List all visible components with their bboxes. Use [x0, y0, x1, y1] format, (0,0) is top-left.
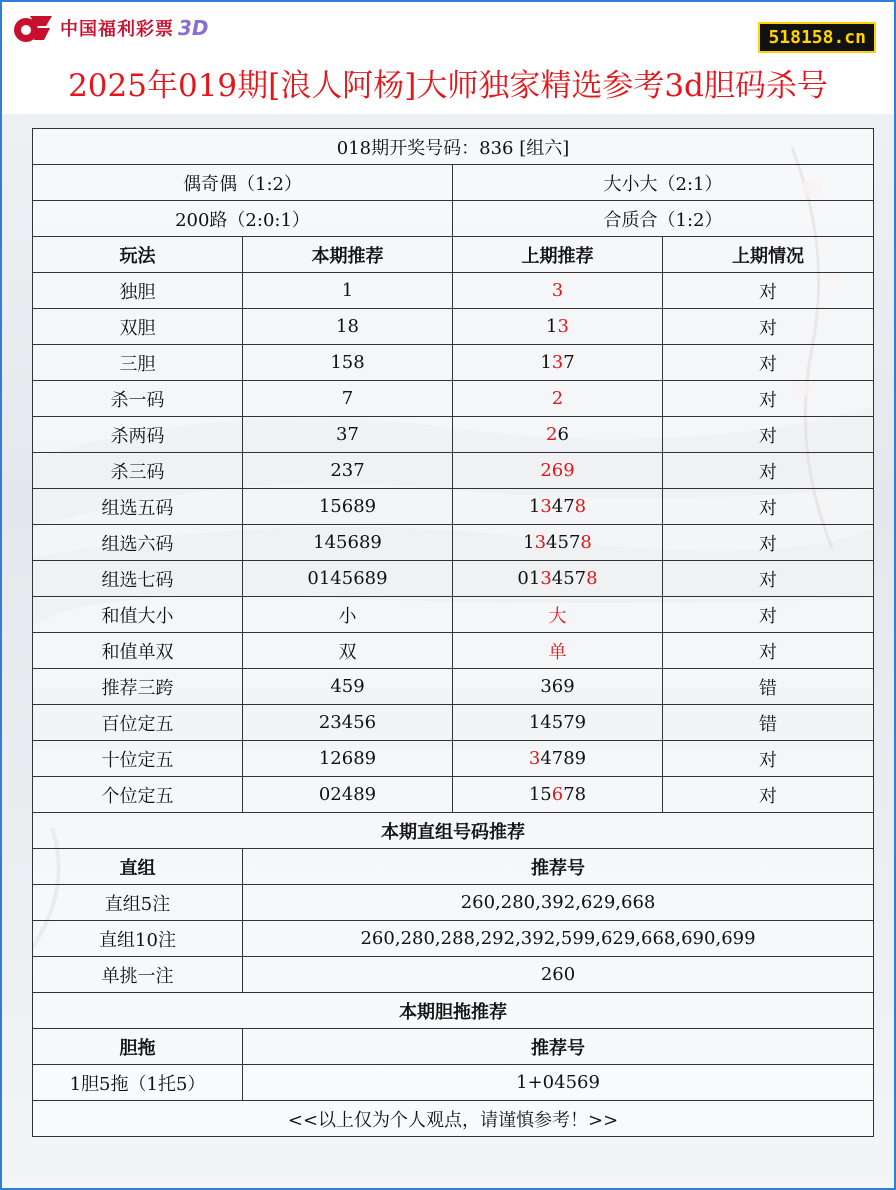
play-name: 杀一码 [33, 381, 243, 417]
column-header-previous: 上期推荐 [453, 237, 663, 273]
miss-digits: 1 [523, 532, 535, 553]
miss-digits: 14579 [528, 712, 587, 733]
welfare-lottery-logo-icon [12, 10, 56, 46]
direct-value: 260,280,288,292,392,599,629,668,690,699 [243, 921, 874, 957]
previous-result: 对 [663, 777, 874, 813]
current-pick: 双 [243, 633, 453, 669]
forecast-table [32, 128, 874, 1137]
previous-pick [453, 561, 663, 597]
previous-result: 对 [663, 561, 874, 597]
dantuo-label: 1胆5拖（1托5） [33, 1065, 243, 1101]
previous-result: 对 [663, 309, 874, 345]
hit-digits: 8 [574, 496, 587, 517]
table-row [33, 777, 874, 813]
table-header-row [33, 237, 874, 273]
table-row [33, 741, 874, 777]
play-name: 独胆 [33, 273, 243, 309]
direct-value: 260,280,392,629,668 [243, 885, 874, 921]
current-pick: 15689 [243, 489, 453, 525]
miss-digits: 15 [528, 784, 552, 805]
hit-digits: 3 [551, 280, 564, 301]
table-row [33, 705, 874, 741]
dantuo-section-title: 本期胆拖推荐 [33, 993, 874, 1029]
previous-pick [453, 381, 663, 417]
miss-digits: 1 [540, 352, 552, 373]
lottery-logo [12, 10, 209, 46]
play-rows [33, 273, 874, 813]
previous-result: 对 [663, 489, 874, 525]
play-name: 杀三码 [33, 453, 243, 489]
play-name: 杀两码 [33, 417, 243, 453]
hit-digits: 单 [548, 641, 567, 663]
previous-result: 对 [663, 633, 874, 669]
previous-result: 对 [663, 741, 874, 777]
last-draw-result: 018期开奖号码：836 [组六] [33, 129, 874, 165]
previous-pick [453, 741, 663, 777]
hit-digits: 3 [557, 316, 569, 337]
disclaimer-note: <<以上仅为个人观点，请谨慎参考！>> [33, 1101, 874, 1137]
column-header-play: 玩法 [33, 237, 243, 273]
previous-pick [453, 669, 663, 705]
table-row [33, 921, 874, 957]
play-name: 和值单双 [33, 633, 243, 669]
logo-3d: 3D [178, 16, 209, 40]
previous-pick [453, 453, 663, 489]
previous-pick [453, 705, 663, 741]
miss-digits: 47 [551, 496, 575, 517]
previous-pick [453, 489, 663, 525]
miss-digits: 01 [517, 568, 541, 589]
table-row [33, 273, 874, 309]
miss-digits: 7 [563, 352, 575, 373]
table-row [33, 1065, 874, 1101]
hit-digits: 3 [540, 568, 552, 589]
previous-result: 对 [663, 381, 874, 417]
hit-digits: 3 [540, 496, 552, 517]
prime-composite-pattern: 合质合（1:2） [453, 201, 874, 237]
play-name: 组选六码 [33, 525, 243, 561]
dantuo-value: 1+04569 [243, 1065, 874, 1101]
current-pick: 0145689 [243, 561, 453, 597]
direct-label: 直组10注 [33, 921, 243, 957]
current-pick: 02489 [243, 777, 453, 813]
hit-digits: 8 [586, 568, 598, 589]
previous-pick [453, 633, 663, 669]
miss-digits: 457 [546, 532, 581, 553]
current-pick: 37 [243, 417, 453, 453]
dantuo-col-value: 推荐号 [243, 1029, 874, 1065]
miss-digits: 457 [551, 568, 587, 589]
play-name: 推荐三跨 [33, 669, 243, 705]
play-name: 组选五码 [33, 489, 243, 525]
direct-col-label: 直组 [33, 849, 243, 885]
column-header-result: 上期情况 [663, 237, 874, 273]
table-row [33, 597, 874, 633]
page-title: 2025年019期[浪人阿杨]大师独家精选参考3d胆码杀号 [68, 68, 828, 104]
table-row [33, 885, 874, 921]
play-name: 个位定五 [33, 777, 243, 813]
column-header-current: 本期推荐 [243, 237, 453, 273]
hit-digits: 269 [540, 460, 575, 481]
hit-digits: 3 [534, 532, 547, 553]
miss-digits: 1 [528, 496, 541, 517]
previous-pick [453, 273, 663, 309]
current-pick: 18 [243, 309, 453, 345]
play-name: 和值大小 [33, 597, 243, 633]
direct-label: 直组5注 [33, 885, 243, 921]
odd-even-pattern: 偶奇偶（1:2） [33, 165, 453, 201]
table-row [33, 417, 874, 453]
direct-label: 单挑一注 [33, 957, 243, 993]
current-pick: 23456 [243, 705, 453, 741]
previous-result: 对 [663, 345, 874, 381]
current-pick: 145689 [243, 525, 453, 561]
previous-result: 错 [663, 669, 874, 705]
miss-digits: 1 [546, 316, 558, 337]
direct-section-title: 本期直组号码推荐 [33, 813, 874, 849]
table-row [33, 957, 874, 993]
hit-digits: 3 [551, 352, 564, 373]
hit-digits: 大 [548, 605, 567, 627]
previous-pick [453, 417, 663, 453]
play-name: 双胆 [33, 309, 243, 345]
current-pick: 小 [243, 597, 453, 633]
previous-result: 对 [663, 417, 874, 453]
hit-digits: 8 [580, 532, 592, 553]
table-row [33, 525, 874, 561]
table-row [33, 669, 874, 705]
current-pick: 158 [243, 345, 453, 381]
table-row [33, 345, 874, 381]
table-row [33, 633, 874, 669]
play-name: 组选七码 [33, 561, 243, 597]
hit-digits: 6 [551, 784, 564, 805]
miss-digits: 369 [540, 676, 575, 697]
previous-pick [453, 345, 663, 381]
big-small-pattern: 大小大（2:1） [453, 165, 874, 201]
current-pick: 12689 [243, 741, 453, 777]
logo-text: 中国福利彩票 [60, 19, 174, 40]
current-pick: 237 [243, 453, 453, 489]
current-pick: 7 [243, 381, 453, 417]
current-pick: 459 [243, 669, 453, 705]
previous-pick [453, 597, 663, 633]
play-name: 百位定五 [33, 705, 243, 741]
direct-col-value: 推荐号 [243, 849, 874, 885]
hit-digits: 2 [551, 388, 564, 409]
previous-pick [453, 777, 663, 813]
miss-digits: 4789 [540, 748, 587, 769]
hit-digits: 2 [546, 424, 558, 445]
table-row [33, 561, 874, 597]
previous-pick [453, 309, 663, 345]
dantuo-col-label: 胆拖 [33, 1029, 243, 1065]
table-row [33, 489, 874, 525]
previous-result: 对 [663, 273, 874, 309]
table-row [33, 309, 874, 345]
previous-result: 对 [663, 597, 874, 633]
current-pick: 1 [243, 273, 453, 309]
previous-result: 对 [663, 525, 874, 561]
previous-result: 对 [663, 453, 874, 489]
hit-digits: 3 [528, 748, 541, 769]
road-pattern: 200路（2:0:1） [33, 201, 453, 237]
miss-digits: 6 [557, 424, 569, 445]
play-name: 十位定五 [33, 741, 243, 777]
previous-pick [453, 525, 663, 561]
site-badge[interactable]: 518158.cn [758, 22, 876, 53]
direct-value: 260 [243, 957, 874, 993]
previous-result: 错 [663, 705, 874, 741]
table-row [33, 381, 874, 417]
play-name: 三胆 [33, 345, 243, 381]
miss-digits: 78 [563, 784, 587, 805]
table-row [33, 453, 874, 489]
